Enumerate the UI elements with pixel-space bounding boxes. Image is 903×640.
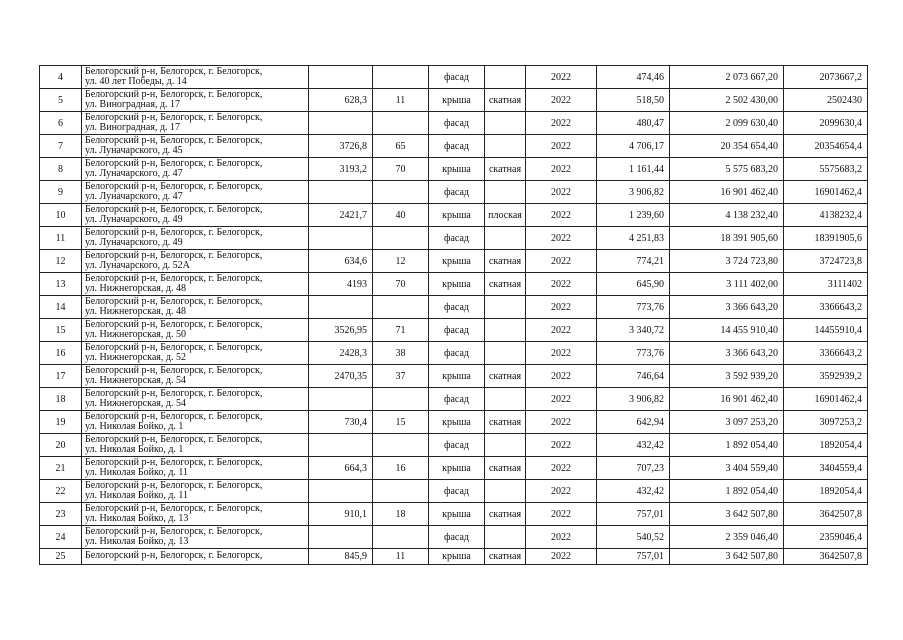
table-row [40, 319, 868, 342]
total-cost-raw-cell: 5575683,2 [784, 158, 868, 181]
total-cost-cell: 16 901 462,40 [670, 181, 784, 204]
table-row [40, 411, 868, 434]
unit-cost-cell: 474,46 [597, 66, 670, 89]
year-cell: 2022 [526, 158, 597, 181]
work-type-cell: крыша [429, 457, 485, 480]
address-cell: Белогорский р-н, Белогорск, г. Белогорск, ул. Нижнегорская, д. 48 [82, 296, 309, 319]
work-type-cell: фасад [429, 112, 485, 135]
area-cell [309, 480, 373, 503]
year-cell: 2022 [526, 227, 597, 250]
unit-cost-cell: 3 906,82 [597, 388, 670, 411]
area-cell [309, 388, 373, 411]
total-cost-cell: 2 359 046,40 [670, 526, 784, 549]
roof-type-cell: скатная [485, 250, 526, 273]
total-cost-raw-cell: 1892054,4 [784, 434, 868, 457]
address-cell: Белогорский р-н, Белогорск, г. Белогорск, ул. Николая Бойко, д. 1 [82, 434, 309, 457]
apartments-cell: 11 [373, 89, 429, 112]
apartments-cell: 11 [373, 549, 429, 565]
table-row [40, 227, 868, 250]
work-type-cell: крыша [429, 204, 485, 227]
apartments-cell: 15 [373, 411, 429, 434]
total-cost-raw-cell: 14455910,4 [784, 319, 868, 342]
row-number: 18 [40, 388, 82, 411]
total-cost-cell: 1 892 054,40 [670, 434, 784, 457]
work-type-cell: фасад [429, 434, 485, 457]
address-cell: Белогорский р-н, Белогорск, г. Белогорск, ул. Николая Бойко, д. 13 [82, 503, 309, 526]
table-row [40, 135, 868, 158]
row-number: 17 [40, 365, 82, 388]
address-cell: Белогорский р-н, Белогорск, г. Белогорск, ул. Нижнегорская, д. 50 [82, 319, 309, 342]
unit-cost-cell: 432,42 [597, 434, 670, 457]
total-cost-cell: 18 391 905,60 [670, 227, 784, 250]
apartments-cell: 70 [373, 158, 429, 181]
row-number: 8 [40, 158, 82, 181]
area-cell [309, 227, 373, 250]
unit-cost-cell: 1 239,60 [597, 204, 670, 227]
row-number: 5 [40, 89, 82, 112]
area-cell [309, 434, 373, 457]
area-cell: 664,3 [309, 457, 373, 480]
work-type-cell: крыша [429, 411, 485, 434]
roof-type-cell: скатная [485, 365, 526, 388]
row-number: 6 [40, 112, 82, 135]
total-cost-raw-cell: 2502430 [784, 89, 868, 112]
area-cell: 3193,2 [309, 158, 373, 181]
work-type-cell: крыша [429, 89, 485, 112]
total-cost-cell: 2 502 430,00 [670, 89, 784, 112]
roof-type-cell [485, 112, 526, 135]
year-cell: 2022 [526, 273, 597, 296]
unit-cost-cell: 4 251,83 [597, 227, 670, 250]
row-number: 13 [40, 273, 82, 296]
roof-type-cell: плоская [485, 204, 526, 227]
row-number: 10 [40, 204, 82, 227]
apartments-cell: 40 [373, 204, 429, 227]
table-body [40, 66, 868, 565]
row-number: 4 [40, 66, 82, 89]
address-cell: Белогорский р-н, Белогорск, г. Белогорск, ул. Виноградная, д. 17 [82, 89, 309, 112]
address-cell: Белогорский р-н, Белогорск, г. Белогорск, ул. Нижнегорская, д. 54 [82, 388, 309, 411]
roof-type-cell [485, 480, 526, 503]
total-cost-raw-cell: 2073667,2 [784, 66, 868, 89]
total-cost-cell: 2 073 667,20 [670, 66, 784, 89]
total-cost-cell: 3 404 559,40 [670, 457, 784, 480]
row-number: 7 [40, 135, 82, 158]
total-cost-raw-cell: 18391905,6 [784, 227, 868, 250]
unit-cost-cell: 773,76 [597, 342, 670, 365]
unit-cost-cell: 645,90 [597, 273, 670, 296]
address-cell: Белогорский р-н, Белогорск, г. Белогорск, ул. Нижнегорская, д. 52 [82, 342, 309, 365]
unit-cost-cell: 3 340,72 [597, 319, 670, 342]
work-type-cell: фасад [429, 480, 485, 503]
total-cost-cell: 14 455 910,40 [670, 319, 784, 342]
unit-cost-cell: 773,76 [597, 296, 670, 319]
table-row [40, 342, 868, 365]
roof-type-cell [485, 526, 526, 549]
table-row [40, 296, 868, 319]
apartments-cell [373, 480, 429, 503]
area-cell: 2428,3 [309, 342, 373, 365]
total-cost-cell: 3 097 253,20 [670, 411, 784, 434]
address-cell: Белогорский р-н, Белогорск, г. Белогорск, ул. Луначарского, д. 52А [82, 250, 309, 273]
row-number: 11 [40, 227, 82, 250]
year-cell: 2022 [526, 181, 597, 204]
table-row [40, 89, 868, 112]
roof-type-cell: скатная [485, 273, 526, 296]
row-number: 15 [40, 319, 82, 342]
work-type-cell: крыша [429, 549, 485, 565]
roof-type-cell: скатная [485, 89, 526, 112]
year-cell: 2022 [526, 296, 597, 319]
table-row [40, 388, 868, 411]
address-cell: Белогорский р-н, Белогорск, г. Белогорск, ул. Луначарского, д. 47 [82, 181, 309, 204]
year-cell: 2022 [526, 66, 597, 89]
apartments-cell [373, 66, 429, 89]
total-cost-raw-cell: 3642507,8 [784, 549, 868, 565]
total-cost-cell: 3 592 939,20 [670, 365, 784, 388]
roof-type-cell: скатная [485, 457, 526, 480]
apartments-cell [373, 181, 429, 204]
unit-cost-cell: 3 906,82 [597, 181, 670, 204]
roof-type-cell: скатная [485, 411, 526, 434]
table-row [40, 434, 868, 457]
table-row [40, 549, 868, 565]
table-row [40, 365, 868, 388]
table-row [40, 273, 868, 296]
total-cost-raw-cell: 2099630,4 [784, 112, 868, 135]
row-number: 20 [40, 434, 82, 457]
year-cell: 2022 [526, 411, 597, 434]
table-row [40, 158, 868, 181]
unit-cost-cell: 480,47 [597, 112, 670, 135]
table-row [40, 250, 868, 273]
table-row [40, 181, 868, 204]
total-cost-cell: 3 724 723,80 [670, 250, 784, 273]
roof-type-cell [485, 135, 526, 158]
year-cell: 2022 [526, 457, 597, 480]
table-row [40, 503, 868, 526]
total-cost-cell: 5 575 683,20 [670, 158, 784, 181]
unit-cost-cell: 432,42 [597, 480, 670, 503]
work-type-cell: фасад [429, 296, 485, 319]
work-type-cell: фасад [429, 342, 485, 365]
apartments-cell: 65 [373, 135, 429, 158]
address-cell: Белогорский р-н, Белогорск, г. Белогорск, ул. Николая Бойко, д. 13 [82, 526, 309, 549]
total-cost-raw-cell: 4138232,4 [784, 204, 868, 227]
address-cell: Белогорский р-н, Белогорск, г. Белогорск, ул. Виноградная, д. 17 [82, 112, 309, 135]
work-type-cell: крыша [429, 158, 485, 181]
unit-cost-cell: 642,94 [597, 411, 670, 434]
apartments-cell: 37 [373, 365, 429, 388]
address-cell: Белогорский р-н, Белогорск, г. Белогорск, ул. Николая Бойко, д. 1 [82, 411, 309, 434]
roof-type-cell [485, 66, 526, 89]
area-cell: 2421,7 [309, 204, 373, 227]
work-type-cell: фасад [429, 135, 485, 158]
work-type-cell: фасад [429, 66, 485, 89]
year-cell: 2022 [526, 204, 597, 227]
work-type-cell: крыша [429, 250, 485, 273]
repair-table [39, 65, 868, 565]
table-row [40, 66, 868, 89]
year-cell: 2022 [526, 503, 597, 526]
year-cell: 2022 [526, 250, 597, 273]
work-type-cell: фасад [429, 181, 485, 204]
area-cell: 628,3 [309, 89, 373, 112]
row-number: 22 [40, 480, 82, 503]
row-number: 23 [40, 503, 82, 526]
apartments-cell: 12 [373, 250, 429, 273]
apartments-cell [373, 112, 429, 135]
unit-cost-cell: 518,50 [597, 89, 670, 112]
apartments-cell [373, 388, 429, 411]
row-number: 12 [40, 250, 82, 273]
address-cell: Белогорский р-н, Белогорск, г. Белогорск, ул. Луначарского, д. 47 [82, 158, 309, 181]
unit-cost-cell: 757,01 [597, 503, 670, 526]
area-cell: 3526,95 [309, 319, 373, 342]
year-cell: 2022 [526, 342, 597, 365]
row-number: 25 [40, 549, 82, 565]
area-cell: 4193 [309, 273, 373, 296]
area-cell [309, 526, 373, 549]
roof-type-cell [485, 181, 526, 204]
address-cell: Белогорский р-н, Белогорск, г. Белогорск, ул. 40 лет Победы, д. 14 [82, 66, 309, 89]
total-cost-raw-cell: 3111402 [784, 273, 868, 296]
work-type-cell: фасад [429, 319, 485, 342]
work-type-cell: крыша [429, 273, 485, 296]
address-cell: Белогорский р-н, Белогорск, г. Белогорск, ул. Николая Бойко, д. 11 [82, 480, 309, 503]
total-cost-cell: 3 111 402,00 [670, 273, 784, 296]
row-number: 16 [40, 342, 82, 365]
total-cost-cell: 4 138 232,40 [670, 204, 784, 227]
year-cell: 2022 [526, 319, 597, 342]
row-number: 21 [40, 457, 82, 480]
year-cell: 2022 [526, 89, 597, 112]
row-number: 9 [40, 181, 82, 204]
year-cell: 2022 [526, 112, 597, 135]
total-cost-cell: 3 366 643,20 [670, 342, 784, 365]
roof-type-cell: скатная [485, 503, 526, 526]
address-cell: Белогорский р-н, Белогорск, г. Белогорск, ул. Луначарского, д. 45 [82, 135, 309, 158]
year-cell: 2022 [526, 526, 597, 549]
total-cost-cell: 3 642 507,80 [670, 503, 784, 526]
roof-type-cell [485, 319, 526, 342]
apartments-cell: 70 [373, 273, 429, 296]
roof-type-cell [485, 434, 526, 457]
table-row [40, 526, 868, 549]
apartments-cell [373, 296, 429, 319]
year-cell: 2022 [526, 135, 597, 158]
area-cell: 845,9 [309, 549, 373, 565]
area-cell: 730,4 [309, 411, 373, 434]
apartments-cell [373, 526, 429, 549]
apartments-cell [373, 434, 429, 457]
unit-cost-cell: 774,21 [597, 250, 670, 273]
area-cell [309, 66, 373, 89]
roof-type-cell [485, 296, 526, 319]
total-cost-cell: 16 901 462,40 [670, 388, 784, 411]
total-cost-raw-cell: 2359046,4 [784, 526, 868, 549]
apartments-cell: 18 [373, 503, 429, 526]
table-row [40, 204, 868, 227]
total-cost-raw-cell: 3366643,2 [784, 296, 868, 319]
year-cell: 2022 [526, 388, 597, 411]
unit-cost-cell: 757,01 [597, 549, 670, 565]
total-cost-raw-cell: 1892054,4 [784, 480, 868, 503]
total-cost-raw-cell: 16901462,4 [784, 388, 868, 411]
area-cell [309, 296, 373, 319]
unit-cost-cell: 746,64 [597, 365, 670, 388]
total-cost-cell: 3 642 507,80 [670, 549, 784, 565]
address-cell: Белогорский р-н, Белогорск, г. Белогорск, ул. Нижнегорская, д. 54 [82, 365, 309, 388]
roof-type-cell [485, 227, 526, 250]
roof-type-cell [485, 388, 526, 411]
row-number: 19 [40, 411, 82, 434]
work-type-cell: крыша [429, 365, 485, 388]
total-cost-raw-cell: 3724723,8 [784, 250, 868, 273]
year-cell: 2022 [526, 365, 597, 388]
address-cell: Белогорский р-н, Белогорск, г. Белогорск, ул. Луначарского, д. 49 [82, 227, 309, 250]
total-cost-raw-cell: 3642507,8 [784, 503, 868, 526]
work-type-cell: фасад [429, 227, 485, 250]
area-cell: 910,1 [309, 503, 373, 526]
table-row [40, 112, 868, 135]
roof-type-cell: скатная [485, 549, 526, 565]
roof-type-cell: скатная [485, 158, 526, 181]
row-number: 24 [40, 526, 82, 549]
address-cell: Белогорский р-н, Белогорск, г. Белогорск, ул. Нижнегорская, д. 48 [82, 273, 309, 296]
apartments-cell [373, 227, 429, 250]
total-cost-raw-cell: 20354654,4 [784, 135, 868, 158]
table-row [40, 457, 868, 480]
apartments-cell: 71 [373, 319, 429, 342]
area-cell: 2470,35 [309, 365, 373, 388]
total-cost-raw-cell: 3366643,2 [784, 342, 868, 365]
area-cell: 3726,8 [309, 135, 373, 158]
total-cost-raw-cell: 3592939,2 [784, 365, 868, 388]
unit-cost-cell: 1 161,44 [597, 158, 670, 181]
area-cell [309, 181, 373, 204]
area-cell: 634,6 [309, 250, 373, 273]
total-cost-raw-cell: 3404559,4 [784, 457, 868, 480]
work-type-cell: фасад [429, 388, 485, 411]
roof-type-cell [485, 342, 526, 365]
unit-cost-cell: 540,52 [597, 526, 670, 549]
apartments-cell: 38 [373, 342, 429, 365]
total-cost-cell: 20 354 654,40 [670, 135, 784, 158]
total-cost-cell: 1 892 054,40 [670, 480, 784, 503]
year-cell: 2022 [526, 434, 597, 457]
year-cell: 2022 [526, 480, 597, 503]
total-cost-cell: 2 099 630,40 [670, 112, 784, 135]
address-cell: Белогорский р-н, Белогорск, г. Белогорск, [82, 549, 309, 565]
area-cell [309, 112, 373, 135]
apartments-cell: 16 [373, 457, 429, 480]
unit-cost-cell: 4 706,17 [597, 135, 670, 158]
total-cost-raw-cell: 16901462,4 [784, 181, 868, 204]
work-type-cell: крыша [429, 503, 485, 526]
total-cost-raw-cell: 3097253,2 [784, 411, 868, 434]
address-cell: Белогорский р-н, Белогорск, г. Белогорск, ул. Луначарского, д. 49 [82, 204, 309, 227]
unit-cost-cell: 707,23 [597, 457, 670, 480]
address-cell: Белогорский р-н, Белогорск, г. Белогорск, ул. Николая Бойко, д. 11 [82, 457, 309, 480]
total-cost-cell: 3 366 643,20 [670, 296, 784, 319]
table-row [40, 480, 868, 503]
row-number: 14 [40, 296, 82, 319]
year-cell: 2022 [526, 549, 597, 565]
work-type-cell: фасад [429, 526, 485, 549]
